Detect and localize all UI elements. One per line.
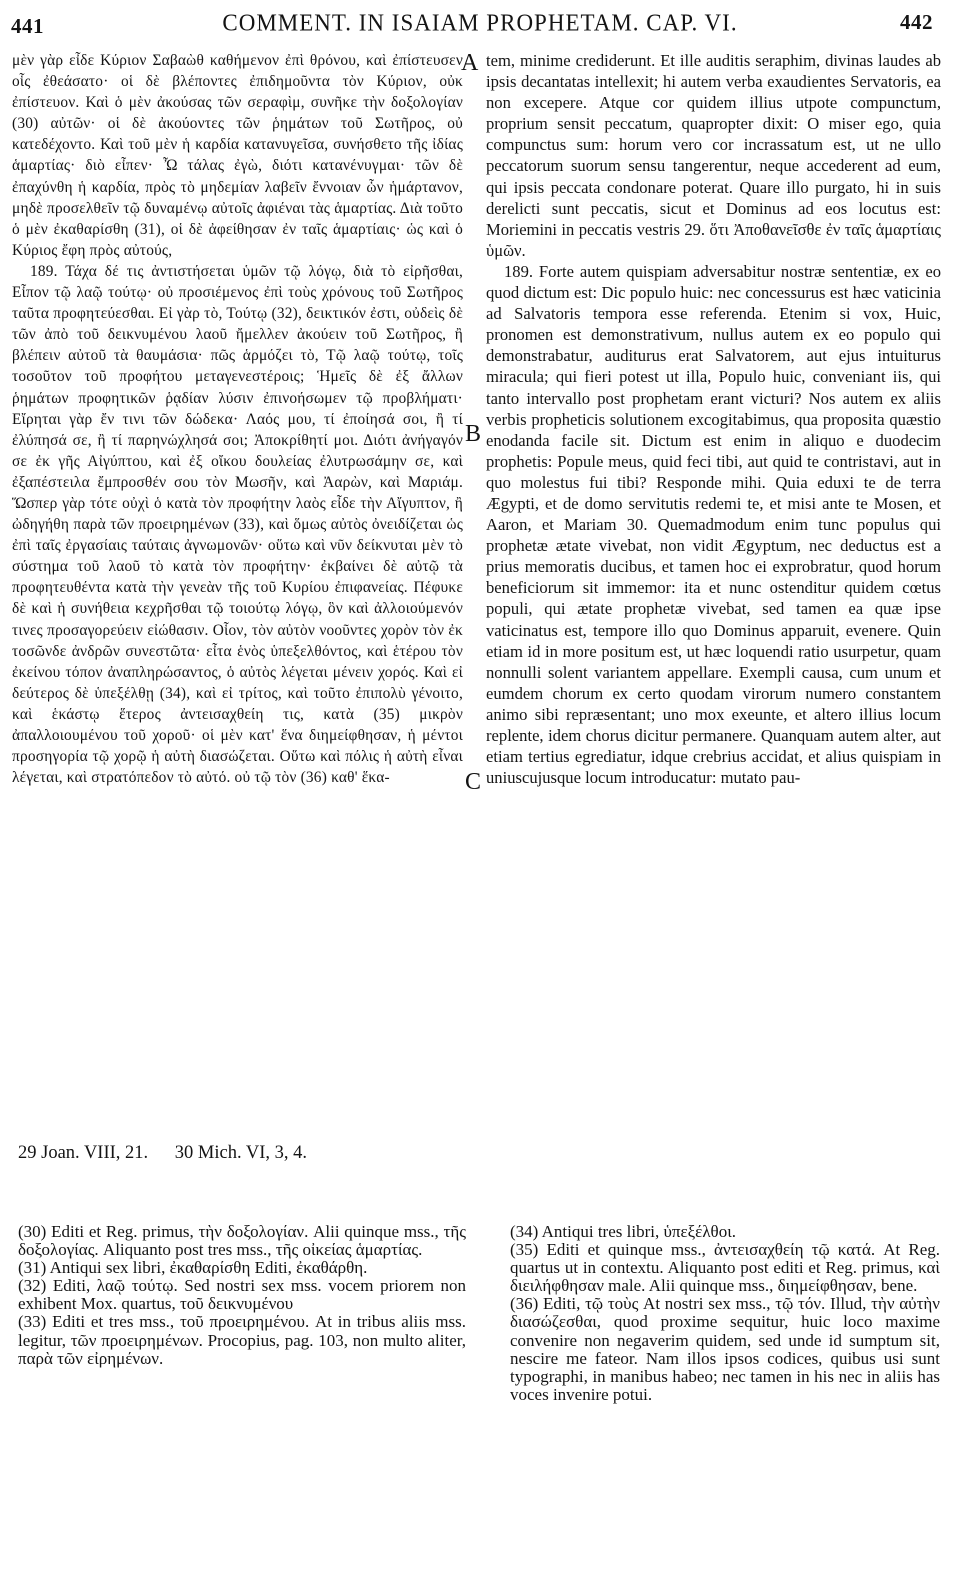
greek-paragraph: 189. Τάχα δέ τις ἀντιστήσεται ὑμῶν τῷ λόγῳ, διὰ τὸ εἰρῆσθαι, Εἶπον τῷ λαῷ τούτῳ· οὐ προσιέμενος ἐπὶ τοὺς χρόνους τοῦ Σωτῆρος ταῦτα προφητεύεσθαι. Εἰ γὰρ τὸ, Τούτῳ (32), δεικτικόν ἐστι, οὐδεὶς δὲ τῶν ἀπὸ τοῦ δεικνυμένου λαοῦ ἤμελλεν ἀκούειν τοῦ Σωτῆρος, ἢ βλέπειν αὐτοῦ τὰ θαυμάσια· πῶς ἁρμόζει τὸ, Τῷ λαῷ τούτῳ, τοῖς τοσοῦτον τοῦ προφήτου μεταγενεστέροις; Ἡμεῖς δὲ ἐξ ἄλλων ῥημάτων προφητικῶν ῥᾳδίαν λύσιν ἐπινοήσωμεν τῷ προβλήματι· Εἴρηται γὰρ ἔν τινι τῶν δώδεκα· Λαός μου, τί ἐποίησά σοι, ἢ τί ἐλύπησά σε, ἢ τί παρηνώχλησά σοι; Ἀποκρίθητί μοι. Διότι ἀνήγαγόν σε ἐκ γῆς Αἰγύπτου, καὶ ἐξ οἴκου δουλείας ἐλυτρωσάμην σε, καὶ ἐξαπέστειλα ἔμπροσθέν σου τὸν Μωσῆν, καὶ Ἀαρὼν, καὶ Μαριάμ. Ὥσπερ γὰρ τότε οὐχὶ ὁ κατὰ τὸν προφήτην λαὸς εἶδε τὴν Αἴγυπτον, ἢ ὠδηγήθη παρὰ τῶν προειρημένων (33), καὶ ὅμως αὐτὸς ὀνειδίζεται ὡς ἐπὶ ταῖς ἐργασίαις ταύταις ἀγνωμονῶν· οὕτω καὶ νῦν δείκνυται μὲν τὸ σύστημα τοῦ λαοῦ τὸ κατὰ τὸν προφήτην· ἐκβαίνει δὲ αὐτῷ τὰ προφητευθέντα κατὰ τὴν γενεὰν τῆς τοῦ Κυρίου ἐπιφανείας. Πέφυκε δὲ καὶ ἡ συνήθεια κεχρῆσθαι τῷ τοιούτῳ λόγῳ, ὃν καὶ ἀλλοιούμενόν τινες προσαγορεύειν εἰώθασιν. Οἷον, τὸν αὐτὸν νοοῦντες χορὸν τὸν ἐκ τοσῶνδε ἀνδρῶν συνεστῶτα· εἶτα ἑνὸς ὑπεξελθόντος, καὶ ἑτέρου τὸν ἐκείνου τόπον ἀναπληρώσαντος, ὁ αὐτὸς λέγεται μένειν χορός. Καὶ εἰ δεύτερος δὲ ὑπεξέλθῃ (34), καὶ εἰ τρίτος, καὶ τοῦτο ἐπιπολὺ γένοιτο, καὶ ἑκάστῳ ἕτερος ἀντεισαχθείη τις, κατὰ (35) μικρὸν ἀπαλλοιουμένου τοῦ χοροῦ· οἱ μὲν κατ' ἕνα διημείφθησαν, ἡ μέντοι προσηγορία τῷ χορῷ ἡ αὐτὴ διασώζεται. Οὕτω καὶ πόλις ἡ αὐτὴ εἶναι λέγεται, καὶ στρατόπεδον τὸ αὐτό. οὐ τῷ τὸν (36) καθ' ἕκα- <box>12 262 463 787</box>
footnotes-left <box>18 1223 466 1368</box>
page-header <box>0 0 955 48</box>
greek-paragraph: μὲν γὰρ εἶδε Κύριον Σαβαὼθ καθήμενον ἐπὶ θρόνου, καὶ ἐπίστευσεν οἷς ἐθεάσατο· οἱ δὲ βλέποντες ἐπιδημοῦντα τὸν Κύριον, οὐκ ἐπίστευον. Καὶ ὁ μὲν ἀκούσας τῶν σεραφὶμ, συνῆκε τὴν δοξολογίαν (30) αὐτῶν· οἱ δὲ ἀκούοντες τῶν ῥημάτων τοῦ Σωτῆρος, οὐ κατεδέχοντο. Καὶ τοῦ μὲν ἡ καρδία κατανυγεῖσα, συνήσθετο τῆς ἰδίας ἁμαρτίας· διὸ εἶπεν· Ὦ τάλας ἐγὼ, διότι κατανένυγμαι· τῶν δὲ ἐπαχύνθη ἡ καρδία, πρὸς τὸ μηδεμίαν λαβεῖν ἔννοιαν ὧν ἡμάρτανον, μηδὲ προσελθεῖν τῷ δυναμένῳ αὐτοῖς ἀφιέναι τὰς ἁμαρτίας. Διὰ τοῦτο ὁ μὲν ἐκαθαρίσθη (31), οἱ δὲ ἀφείθησαν ἐν ταῖς ἁμαρτίαις· ὡς καὶ ὁ Κύριος ἔφη πρὸς αὐτούς, <box>12 52 463 259</box>
running-title: COMMENT. IN ISAIAM PROPHETAM. CAP. VI. <box>222 9 738 36</box>
section-marker-b: B <box>465 421 482 447</box>
citation: 29 Joan. VIII, 21. <box>18 1143 149 1163</box>
footnote: (33) Editi et tres mss., τοῦ προειρημένου. At in tribus aliis mss. legitur, τῶν προειρημένων. Procopius, pag. 103, non multo aliter, παρὰ τῶν εἰρημένων. <box>18 1312 466 1368</box>
section-marker-c: C <box>465 769 482 795</box>
citation: 30 Mich. VI, 3, 4. <box>174 1143 308 1163</box>
section-marker-a: A <box>461 50 479 76</box>
latin-paragraph: tem, minime crediderunt. Et ille auditis seraphim, divinas laudes ab ipsis decantatas intellexit; hi autem verba exaudientes Servatoris, ea non excepere. Atque cor quidem illius utpote compunctum, proprium sensit peccatum, quapropter dixit: O miser ego, quia compunctus sum: horum vero cor incrassatum est, ut ne ullo peccatorum suorum sensu tangerentur, neque accederent ad eum, qui ipsis peccata condonare poterat. Quare illo purgato, hi in suis derelicti sunt peccatis, sicut et Dominus ad eos locutus est: Moriemini in peccatis vestris 29. ὅτι Ἀποθανεῖσθε ἐν ταῖς ἁμαρτίαις ὑμῶν. <box>486 51 941 260</box>
footnote: (32) Editi, λαῷ τούτῳ. Sed nostri sex mss. vocem priorem non exhibent Mox. quartus, τοῦ δεικνυμένου <box>18 1276 466 1314</box>
latin-paragraph: 189. Forte autem quispiam adversabitur nostræ sententiæ, ex eo quod dictum est: Dic populo huic: nec concessurus est hæc vaticinia ad Salvatoris tempora esse referenda. Etenim si vox, Huic, pronomen est demonstrativum, nullus autem ex eo populo qui demonstrabatur, auditurus erat Salvatorem, aut ejus intuiturus miracula; qui fieri potest ut illa, Populo huic, conveniant iis, qui tanto intervallo post prophetam erant victuri? Nos autem ex aliis verbis propheticis solutionem excogitabimus, qua proposita quæstio enodanda facile sit. Dictum est enim in aliquo e duodecim prophetis: Popule meus, quid feci tibi, aut quid te contristavi, aut in quo molestus fui tibi? Responde mihi. Quia eduxi te de terra Ægypti, et de domo servitutis redemi te, et misi ante te Mosen, et Aaron, et Mariam 30. Quemadmodum enim tunc populus qui prophetæ ætate vivebat, non vidit Ægyptum, nec deductus est a prius memoratis ducibus, et tamen hoc ei exprobratur, quod horum beneficiorum sit immemor: ita et nunc ostenditur quidem cœtus populi, qui ætate prophetæ vivebat, sed tamen ea quæ ipse vaticinatus est, tempore illo quo Dominus apparuit, evenere. Quin etiam id in more positum est, ut hæc loquendi ratio usurpetur, quam nonnulli solent variantem appellare. Exempli causa, cum unum et eumdem chorum ex certo quodam virorum numero constantem animo sibi repræsentant; uno mox exeunte, et altero illius locum replente, idem chorus dicitur permanere. Quanquam autem alter, aut etiam tertius egrediatur, idque crebrius accidat, et alius quispiam in uniuscujusque locum introducatur: mutato pau- <box>486 261 941 788</box>
page-number-right: 442 <box>900 10 933 34</box>
footnote: (30) Editi et Reg. primus, τὴν δοξολογίαν. Alii quinque mss., τῆς δοξολογίας. Aliquanto post tres mss., τῆς οἰκείας ἁμαρτίας. <box>18 1222 466 1260</box>
footnote: (34) Antiqui tres libri, ὑπεξέλθοι. <box>510 1222 737 1241</box>
footnote: (36) Editi, τῷ τοὺς At nostri sex mss., τῷ τόν. Illud, τὴν αὐτὴν διασώζεσθαι, quod proxime sequitur, huic loco maxime convenire non negaverim quidem, sed unde id sumptum sit, nescire me fateor. Nam illos ipsos codices, quibus usi sunt typographi, in manibus habeo; nec tamen in his nec in aliis has voces invenire potui. <box>510 1294 940 1404</box>
footnote: (31) Antiqui sex libri, ἐκαθαρίσθη Editi, ἐκαθάρθη. <box>18 1258 368 1278</box>
greek-text-column <box>12 50 463 788</box>
page-number-left: 441 <box>11 14 44 38</box>
latin-text-column <box>486 50 941 788</box>
scripture-citations <box>18 1143 329 1164</box>
footnote: (35) Editi et quinque mss., ἀντεισαχθείη τῷ κατά. At Reg. quartus ut in contextu. Aliquanto post editi et Reg. primus, καὶ διειλήφθησαν male. Alii quinque mss., διημείφθησαν, bene. <box>510 1240 940 1296</box>
footnotes-right <box>510 1223 940 1404</box>
